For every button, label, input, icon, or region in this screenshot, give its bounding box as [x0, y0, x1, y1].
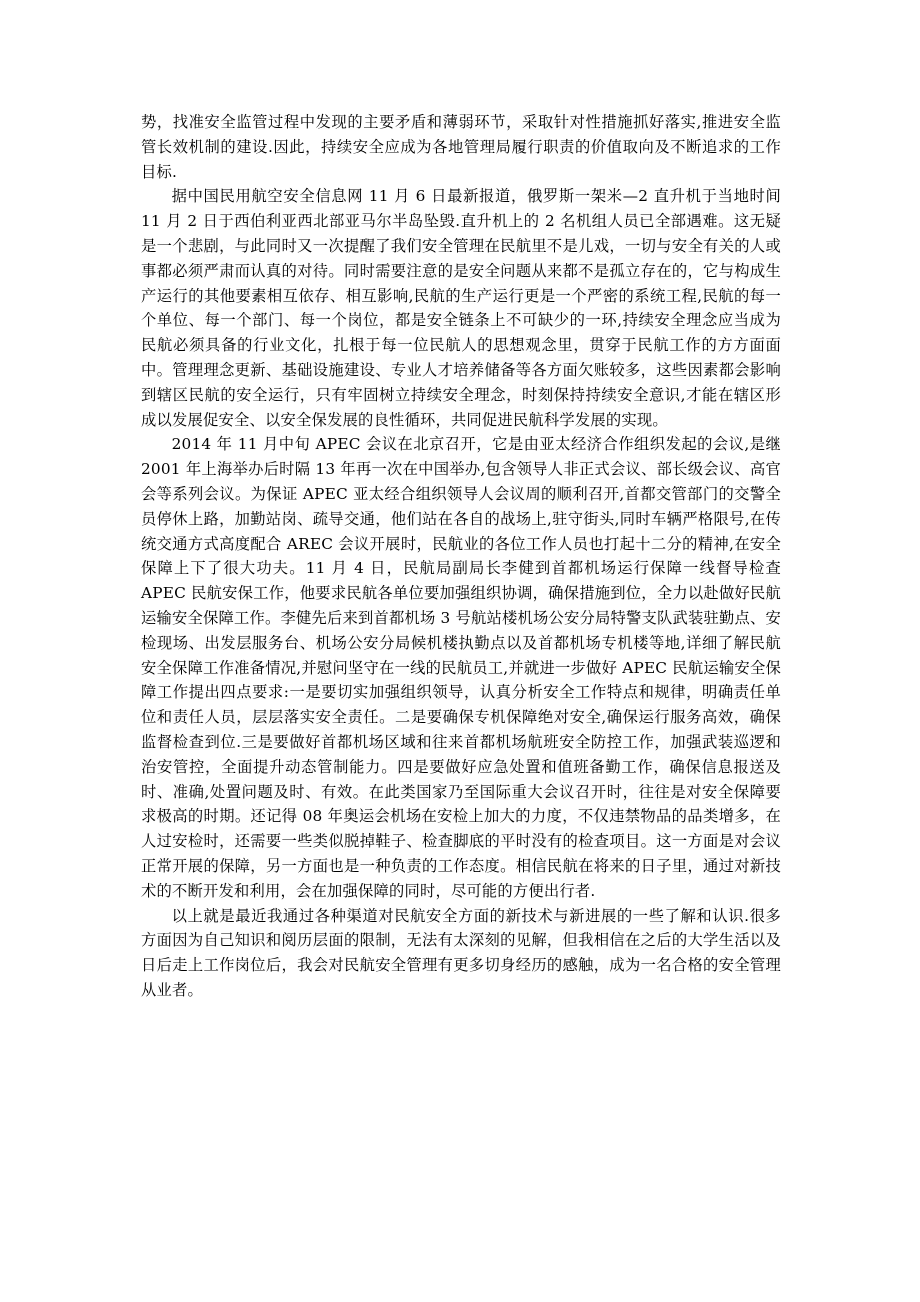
paragraph-conclusion: 以上就是最近我通过各种渠道对民航安全方面的新技术与新进展的一些了解和认识.很多方面因为自己知识和阅历层面的限制，无法有太深刻的见解，但我相信在之后的大学生活以及日后走上工作岗位后，我会对民航安全管理有更多切身经历的感触，成为一名合格的安全管理从业者。: [141, 906, 781, 999]
paragraph-continuation: 势，找准安全监管过程中发现的主要矛盾和薄弱环节，采取针对性措施抓好落实,推进安全监管长效机制的建设.因此，持续安全应成为各地管理局履行职责的价值取向及不断追求的工作目标.: [141, 113, 781, 181]
document-body: [141, 110, 781, 1003]
paragraph-helicopter-crash: 据中国民用航空安全信息网 11 月 6 日最新报道，俄罗斯一架米—2 直升机于当地时间 11 月 2 日于西伯利亚西北部亚马尔半岛坠毁.直升机上的 2 名机组人员已全部遇难。这无疑是一个悲剧，与此同时又一次提醒了我们安全管理在民航里不是儿戏，一切与安全有关的人或事都必须严肃而认真的对待。同时需要注意的是安全问题从来都不是孤立存在的，它与构成生产运行的其他要素相互依存、相互影响,民航的生产运行更是一个严密的系统工程,民航的每一个单位、每一个部门、每一个岗位，都是安全链条上不可缺少的一环,持续安全理念应当成为民航必须具备的行业文化，扎根于每一位民航人的思想观念里，贯穿于民航工作的方方面面中。管理理念更新、基础设施建设、专业人才培养储备等各方面欠账较多，这些因素都会影响到辖区民航的安全运行，只有牢固树立持续安全理念，时刻保持持续安全意识,才能在辖区形成以发展促安全、以安全保发展的良性循环，共同促进民航科学发展的实现。: [141, 187, 781, 429]
paragraph-apec-security: 2014 年 11 月中旬 APEC 会议在北京召开，它是由亚太经济合作组织发起的会议,是继 2001 年上海举办后时隔 13 年再一次在中国举办,包含领导人非正式会议、部长级会议、高官会等系列会议。为保证 APEC 亚太经合组织领导人会议周的顺利召开,首都交管部门的交警全员停休上路，加勤站岗、疏导交通，他们站在各自的战场上,驻守街头,同时车辆严格限号,在传统交通方式高度配合 AREC 会议开展时，民航业的各位工作人员也打起十二分的精神,在安全保障上下了很大功夫。11 月 4 日，民航局副局长李健到首都机场运行保障一线督导检查 APEC 民航安保工作，他要求民航各单位要加强组织协调，确保措施到位，全力以赴做好民航运输安全保障工作。李健先后来到首都机场 3 号航站楼机场公安分局特警支队武装驻勤点、安检现场、出发层服务台、机场公安分局候机楼执勤点以及首都机场专机楼等地,详细了解民航安全保障工作准备情况,并慰问坚守在一线的民航员工,并就进一步做好 APEC 民航运输安全保障工作提出四点要求:一是要切实加强组织领导，认真分析安全工作特点和规律，明确责任单位和责任人员，层层落实安全责任。二是要确保专机保障绝对安全,确保运行服务高效，确保监督检查到位.三是要做好首都机场区域和往来首都机场航班安全防控工作，加强武装巡逻和治安管控，全面提升动态管制能力。四是要做好应急处置和值班备勤工作，确保信息报送及时、准确,处置问题及时、有效。在此类国家乃至国际重大会议召开时，往往是对安全保障要求极高的时期。还记得 08 年奥运会机场在安检上加大的力度，不仅违禁物品的品类增多，在人过安检时，还需要一些类似脱掉鞋子、检查脚底的平时没有的检查项目。这一方面是对会议正常开展的保障，另一方面也是一种负责的工作态度。相信民航在将来的日子里，通过对新技术的不断开发和利用，会在加强保障的同时，尽可能的方便出行者.: [141, 435, 781, 900]
